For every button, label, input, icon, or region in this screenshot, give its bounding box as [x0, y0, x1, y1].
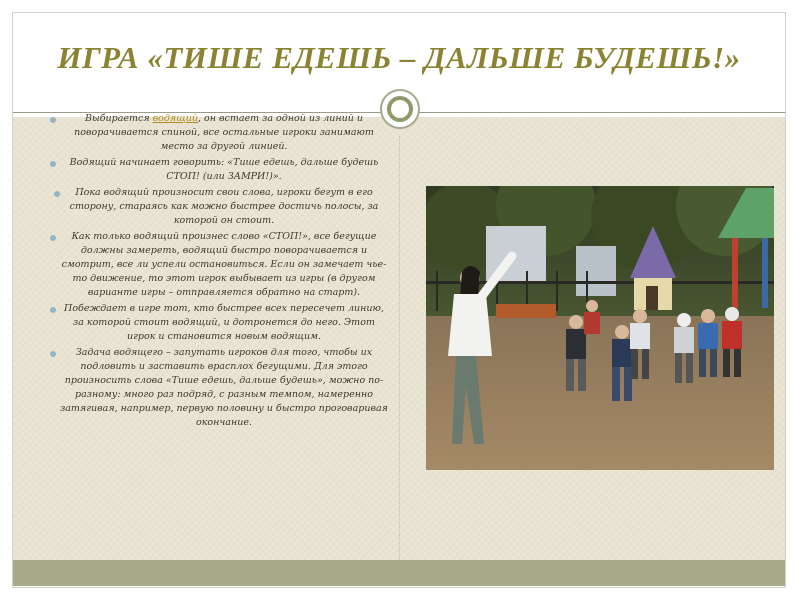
- rule-paragraph-4: [50, 230, 390, 300]
- bullet-icon: [54, 191, 60, 197]
- bullet-icon: [50, 351, 56, 357]
- game-photo: [426, 186, 774, 470]
- rule-text: Водящий начинает говорить: «Тише едешь, дальше будешь СТОП! (или ЗАМРИ!)».: [69, 157, 379, 182]
- rule-paragraph-3: [50, 186, 390, 228]
- rule-text: Побеждает в игре тот, кто быстрее всех пересечет линию, за которой стоит водящий, и дотронется до него. Этот игрок и становится новым водящим.: [64, 303, 384, 342]
- rule-paragraph-6: [50, 346, 390, 430]
- bullet-icon: [50, 161, 56, 167]
- rule-text: Как только водящий произнес слово «СТОП!», все бегущие должны замереть, водящий быстро поворачивается и смотрит, все ли успели остановиться. Если он замечает чье-то движение, то этот игрок выбывает из игры (в другом варианте игры – отправляется обратно на старт).: [61, 231, 387, 298]
- rule-paragraph-2: [50, 156, 390, 184]
- bullet-icon: [50, 235, 56, 241]
- rule-text-after: , он встает за одной из линий и поворачивается спиной, все остальные игроки занимают место за другой линией.: [74, 113, 374, 152]
- bullet-icon: [50, 307, 56, 313]
- rule-text: [50, 112, 390, 154]
- bullet-icon: [50, 117, 56, 123]
- bottom-band: [13, 560, 785, 586]
- rule-text-before: Выбирается: [84, 113, 153, 124]
- slide-title: ИГРА «ТИШЕ ЕДЕШЬ – ДАЛЬШЕ БУДЕШЬ!»: [57, 40, 741, 75]
- rule-paragraph-1: [50, 112, 390, 154]
- rule-text: Задача водящего – запутать игроков для того, чтобы их подловить и заставить врасплох бегущими. Для этого произносить слова «Тише едешь, дальше будешь», можно по-разному: много раз подряд, с разным темпом, намеренно затягивая, например, первую половину и быстро проговаривая окончание.: [60, 347, 388, 428]
- rules-text-column: [50, 112, 390, 432]
- column-separator: [399, 136, 400, 560]
- rule-paragraph-5: [50, 302, 390, 344]
- hyperlink-vodyashchiy[interactable]: водящий: [152, 113, 198, 124]
- rule-text: Пока водящий произносит свои слова, игроки бегут в его сторону, стараясь как можно быстрее достичь полосы, за которой он стоит.: [69, 187, 379, 226]
